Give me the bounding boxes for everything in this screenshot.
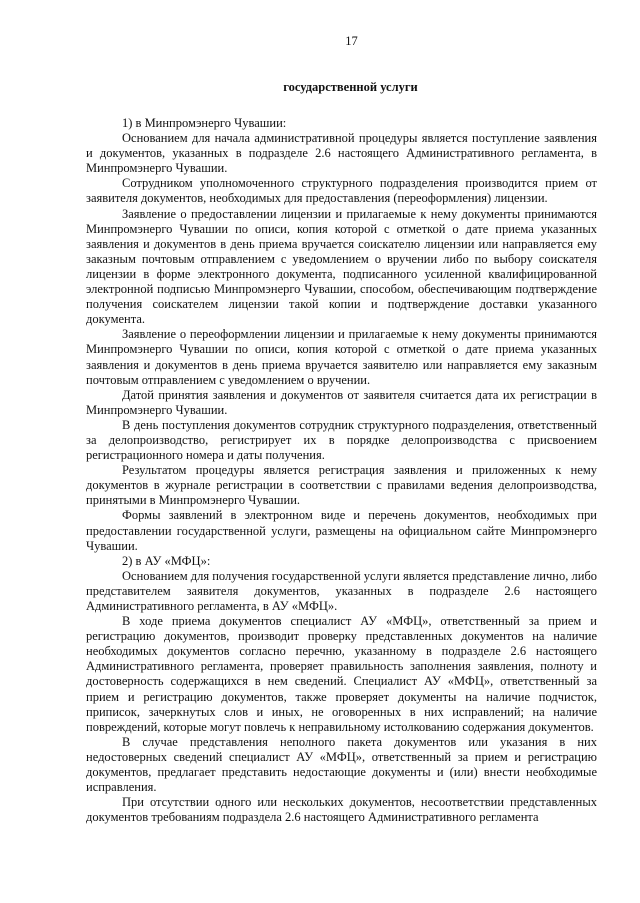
section-heading: государственной услуги: [283, 80, 418, 94]
paragraph: В случае представления неполного пакета документов или указания в них недостоверных сведений специалист АУ «МФЦ», ответственный за прием и регистрацию документов, предлагает представить недостающие документы и (или) внести необходимые исправления.: [86, 734, 597, 795]
paragraph: В день поступления документов сотрудник структурного подразделения, ответственный за делопроизводство, регистрирует их в порядке делопроизводства с присвоением регистрационного номера и даты получения.: [86, 417, 597, 463]
paragraph: При отсутствии одного или нескольких документов, несоответствии представленных документов требованиям подраздела 2.6 настоящего Административного регламента: [86, 795, 597, 825]
paragraph: Заявление о предоставлении лицензии и прилагаемые к нему документы принимаются Минпромэнерго Чувашии по описи, копия которой с отметкой о дате приема указанных заявления и документов в день приема вручается соискателю лицензии или направляется ему заказным почтовым отправлением с уведомлением о вручении либо по выбору соискателя лицензии в форме электронного документа, подписанного усиленной квалифицированной электронной подписью Минпромэнерго Чувашии, способом, обеспечивающим подтверждение получения соискателем лицензии такой копии и подтверждение доставки указанного документа.: [86, 206, 597, 327]
paragraph-item-2-heading: 2) в АУ «МФЦ»:: [122, 553, 211, 568]
body-text: [86, 116, 597, 825]
paragraph: Сотрудником уполномоченного структурного подразделения производится прием от заявителя документов, необходимых для предоставления (переоформления) лицензии.: [86, 176, 597, 206]
document-page: [86, 0, 597, 825]
page-number: 17: [345, 34, 358, 48]
paragraph: Заявление о переоформлении лицензии и прилагаемые к нему документы принимаются Минпромэнерго Чувашии по описи, копия которой с отметкой о дате приема указанных заявления и документов в день приема вручается заявителю или направляется ему заказным почтовым отправлением с уведомлением о вручении.: [86, 327, 597, 387]
paragraph: Результатом процедуры является регистрация заявления и приложенных к нему документов в журнале регистрации в соответствии с правилами ведения делопроизводства, принятыми в Минпромэнерго Чувашии.: [86, 463, 597, 508]
paragraph-item-1-heading: 1) в Минпромэнерго Чувашии:: [122, 116, 287, 130]
paragraph: Датой принятия заявления и документов от заявителя считается дата их регистрации в Минпромэнерго Чувашии.: [86, 387, 597, 417]
paragraph: В ходе приема документов специалист АУ «МФЦ», ответственный за прием и регистрацию документов, производит проверку представленных документов на наличие необходимых документов согласно перечню, указанному в подразделе 2.6 настоящего Административного регламента, проверяет правильность заполнения заявления, полноту и достоверность содержащихся в нем сведений. Специалист АУ «МФЦ», ответственный за прием и регистрацию документов, также проверяет документы на наличие подчисток, приписок, зачеркнутых слов и иных, не оговоренных в них исправлений; на наличие повреждений, которые могут повлечь к неправильному истолкованию содержания документов.: [86, 614, 597, 734]
paragraph: Основанием для получения государственной услуги является представление лично, либо представителем заявителя документов, указанных в подразделе 2.6 настоящего Административного регламента, в АУ «МФЦ».: [86, 568, 597, 613]
paragraph: Основанием для начала административной процедуры является поступление заявления и документов, указанных в подразделе 2.6 настоящего Административного регламента, в Минпромэнерго Чувашии.: [86, 131, 597, 176]
paragraph: Формы заявлений в электронном виде и перечень документов, необходимых при предоставлении государственной услуги, размещены на официальном сайте Минпромэнерго Чувашии.: [86, 508, 597, 553]
